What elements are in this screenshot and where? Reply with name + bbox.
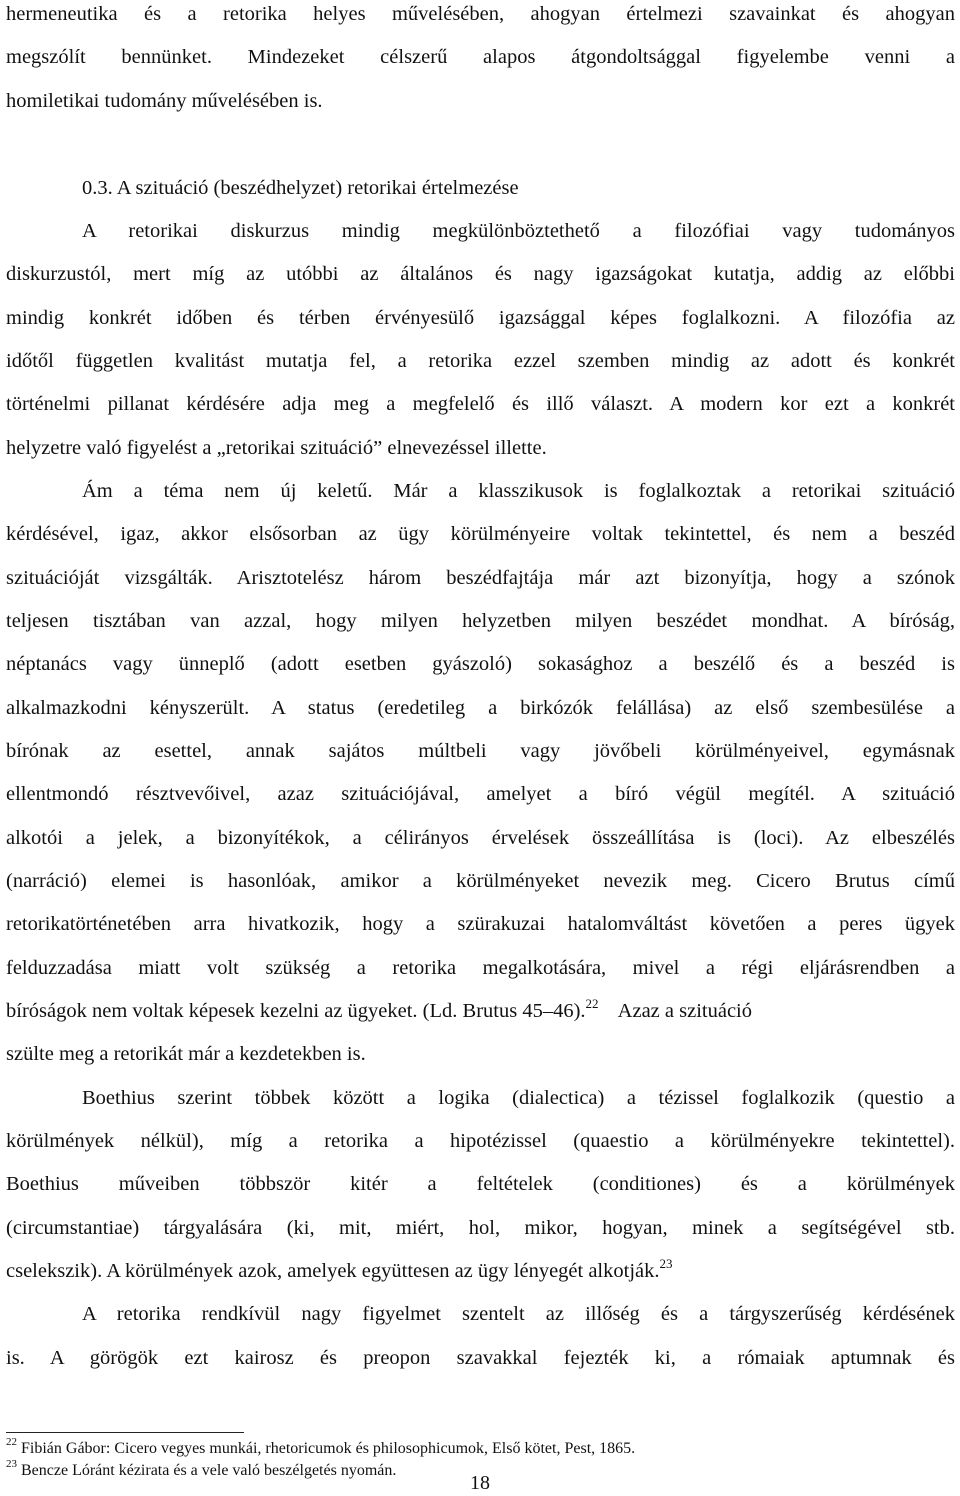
text-line: (narráció) elemei is hasonlóak, amikor a körülményeket nevezik meg. Cicero Brutus című bbox=[6, 870, 955, 892]
text-line: szituációját vizsgálták. Arisztotelész három beszédfajtája már azt bizonyítja, hogy a szónok bbox=[6, 567, 955, 589]
text-line: néptanács vagy ünneplő (adott esetben gyászoló) sokasághoz a beszélő és a beszéd is bbox=[6, 653, 955, 675]
text-line: felduzzadása miatt volt szükség a retorika megalkotására, mivel a régi eljárásrendben a bbox=[6, 957, 955, 979]
text-line: teljesen tisztában van azzal, hogy milyen helyzetben milyen beszédet mondhat. A bíróság, bbox=[6, 610, 955, 632]
text-line: időtől független kvalitást mutatja fel, a retorika ezzel szemben mindig az adott és konkrét bbox=[6, 350, 955, 372]
text-line-with-footnote bbox=[6, 1256, 955, 1283]
text-line: alkotói a jelek, a bizonyítékok, a célirányos érvelések összeállítása is (loci). Az elbeszélés bbox=[6, 827, 955, 849]
text-segment: Azaz a szituáció bbox=[617, 1000, 752, 1022]
text-line: kérdésével, igaz, akkor elsősorban az ügy körülményeire voltak tekintettel, és nem a beszéd bbox=[6, 523, 955, 545]
text-line: körülmények nélkül), míg a retorika a hipotézissel (quaestio a körülményekre tekintettel). bbox=[6, 1130, 955, 1152]
text-line: helyzetre való figyelést a „retorikai szituáció” elnevezéssel illette. bbox=[6, 437, 547, 459]
footnote-text: Fibián Gábor: Cicero vegyes munkái, rhetoricumok és philosophicumok, Első kötet, Pest, 1865. bbox=[21, 1440, 636, 1457]
text-line: alkalmazkodni kényszerült. A status (eredetileg a birkózók felállása) az első szembesülése a bbox=[6, 697, 955, 719]
text-line: megszólít bennünket. Mindezeket célszerű alapos átgondoltsággal figyelembe venni a bbox=[6, 46, 955, 68]
footnote-number: 23 bbox=[6, 1458, 17, 1470]
footnote-ref: 23 bbox=[659, 1256, 673, 1271]
text-line: diskurzustól, mert míg az utóbbi az általános és nagy igazságokat kutatja, addig az előbbi bbox=[6, 263, 955, 285]
footnote-ref: 22 bbox=[585, 996, 599, 1011]
text-line: történelmi pillanat kérdésére adja meg a megfelelő és illő választ. A modern kor ezt a konkrét bbox=[6, 393, 955, 415]
text-line: is. A görögök ezt kairosz és preopon szavakkal fejezték ki, a rómaiak aptumnak és bbox=[6, 1347, 955, 1369]
text-line: szülte meg a retorikát már a kezdetekben is. bbox=[6, 1043, 366, 1065]
text-line: retorikatörténetében arra hivatkozik, hogy a szürakuzai hatalomváltást követően a peres ügyek bbox=[6, 913, 955, 935]
section-heading: 0.3. A szituáció (beszédhelyzet) retorikai értelmezése bbox=[82, 177, 519, 199]
text-line: A retorika rendkívül nagy figyelmet szentelt az illőség és a tárgyszerűség kérdésének bbox=[82, 1303, 955, 1325]
text-segment: cselekszik). A körülmények azok, amelyek együttesen az ügy lényegét alkotják. bbox=[6, 1260, 660, 1282]
text-line: ellentmondó résztvevőivel, azaz szituációjával, amelyet a bíró végül megítél. A szituáció bbox=[6, 783, 955, 805]
text-line: bírónak az esettel, annak sajátos múltbeli vagy jövőbeli körülményeivel, egymásnak bbox=[6, 740, 955, 762]
footnote-text: Bencze Lóránt kézirata és a vele való beszélgetés nyomán. bbox=[21, 1462, 397, 1479]
text-line: mindig konkrét időben és térben érvényesülő igazsággal képes foglalkozni. A filozófia az bbox=[6, 307, 955, 329]
text-line: Ám a téma nem új keletű. Már a klasszikusok is foglalkoztak a retorikai szituáció bbox=[82, 480, 955, 502]
text-line: (circumstantiae) tárgyalására (ki, mit, miért, hol, mikor, hogyan, minek a segítségével stb. bbox=[6, 1217, 955, 1239]
text-line: Boethius műveiben többször kitér a feltételek (conditiones) és a körülmények bbox=[6, 1173, 955, 1195]
footnote bbox=[6, 1436, 636, 1458]
footnote-number: 22 bbox=[6, 1436, 17, 1448]
text-segment: bíróságok nem voltak képesek kezelni az ügyeket. (Ld. Brutus 45–46). bbox=[6, 1000, 586, 1022]
page-number: 18 bbox=[470, 1472, 490, 1494]
text-line-with-footnote bbox=[6, 996, 955, 1023]
text-line: homiletikai tudomány művelésében is. bbox=[6, 90, 323, 112]
footnote-separator bbox=[6, 1432, 244, 1433]
text-line: A retorikai diskurzus mindig megkülönböztethető a filozófiai vagy tudományos bbox=[82, 220, 955, 242]
text-line: hermeneutika és a retorika helyes művelésében, ahogyan értelmezi szavainkat és ahogyan bbox=[6, 3, 955, 25]
text-line: Boethius szerint többek között a logika (dialectica) a tézissel foglalkozik (questio a bbox=[82, 1087, 955, 1109]
